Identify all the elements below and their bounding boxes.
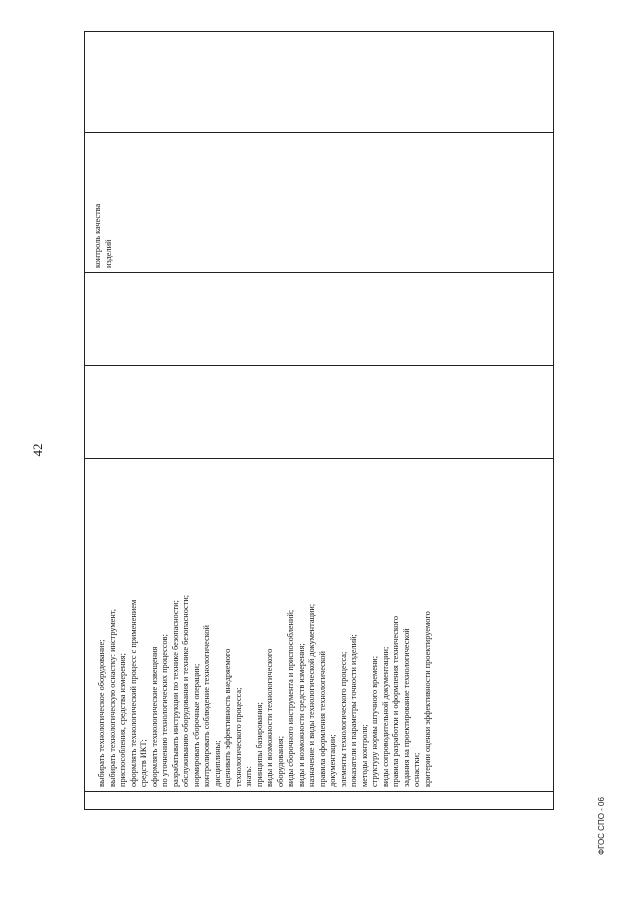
skills-line: средств ИКТ; <box>139 739 148 787</box>
skills-line: критерии оценки эффективности проектируемого <box>422 611 432 787</box>
skills-list <box>85 459 433 791</box>
skills-line: виды и возможности технологического <box>265 648 274 787</box>
skills-line: виды сборочного инструмента и приспособлений; <box>286 609 295 787</box>
skills-line: дисциплины; <box>212 740 222 787</box>
skills-line: оснастки; <box>412 752 421 787</box>
cell-empty-6 <box>85 32 554 133</box>
cell-quality-control <box>85 133 554 273</box>
skills-line: показатели и параметры точности изделий; <box>349 634 358 787</box>
skills-line: правила оформления технологической <box>317 651 327 787</box>
quality-control-text <box>85 133 114 272</box>
cell-empty-1 <box>85 792 554 810</box>
skills-line: документации; <box>328 734 337 787</box>
skills-line: назначение и виды технологической документации; <box>307 603 316 787</box>
skills-line: оформлять технологический процесс с применением <box>128 599 138 787</box>
quality-line: изделий <box>103 239 113 268</box>
skills-line: разрабатывать инструкции по технике безопасности; <box>170 600 180 787</box>
cell-empty-4 <box>85 273 554 366</box>
footer-code: ФГОС СПО - 06 <box>597 797 606 855</box>
skills-line: технологического процесса; <box>233 687 243 787</box>
skills-line: выбирать технологическое оборудование; <box>97 639 106 787</box>
skills-line: структуру нормы штучного времени; <box>370 655 379 787</box>
skills-line: виды сопроводительной документации; <box>380 646 390 787</box>
cell-skills-knowledge <box>85 459 554 792</box>
page-number: 42 <box>30 443 45 457</box>
skills-line: обслуживанию оборудования и технике безопасности; <box>181 594 190 787</box>
skills-line: выбирать технологическую оснастку: инструмент, <box>107 609 117 787</box>
skills-line: виды и возможности средств измерения; <box>296 643 306 787</box>
skills-line: методы контроля; <box>359 724 369 787</box>
skills-line: нормировать сборочные операции; <box>191 663 201 787</box>
skills-line: оборудования; <box>275 735 285 787</box>
skills-line: оформлять технологические извещения <box>149 646 159 787</box>
skills-line: контролировать соблюдение технологической <box>202 625 211 787</box>
quality-line: контроль качества <box>93 203 102 268</box>
skills-line: оценивать эффективность внедряемого <box>223 648 232 787</box>
skills-line: приспособления, средства измерения; <box>118 653 127 787</box>
skills-line: элементы технологического процесса; <box>338 651 348 787</box>
standards-table <box>84 31 554 810</box>
table-row <box>85 32 554 810</box>
skills-line: задания на проектирование технологической <box>401 628 411 787</box>
skills-line: знать: <box>244 766 253 787</box>
skills-line: по уточнению технологических процессов; <box>160 634 169 787</box>
skills-line: правила разработки и оформления технического <box>391 615 400 787</box>
cell-empty-3 <box>85 366 554 459</box>
skills-line: принципы базирования; <box>254 702 264 787</box>
